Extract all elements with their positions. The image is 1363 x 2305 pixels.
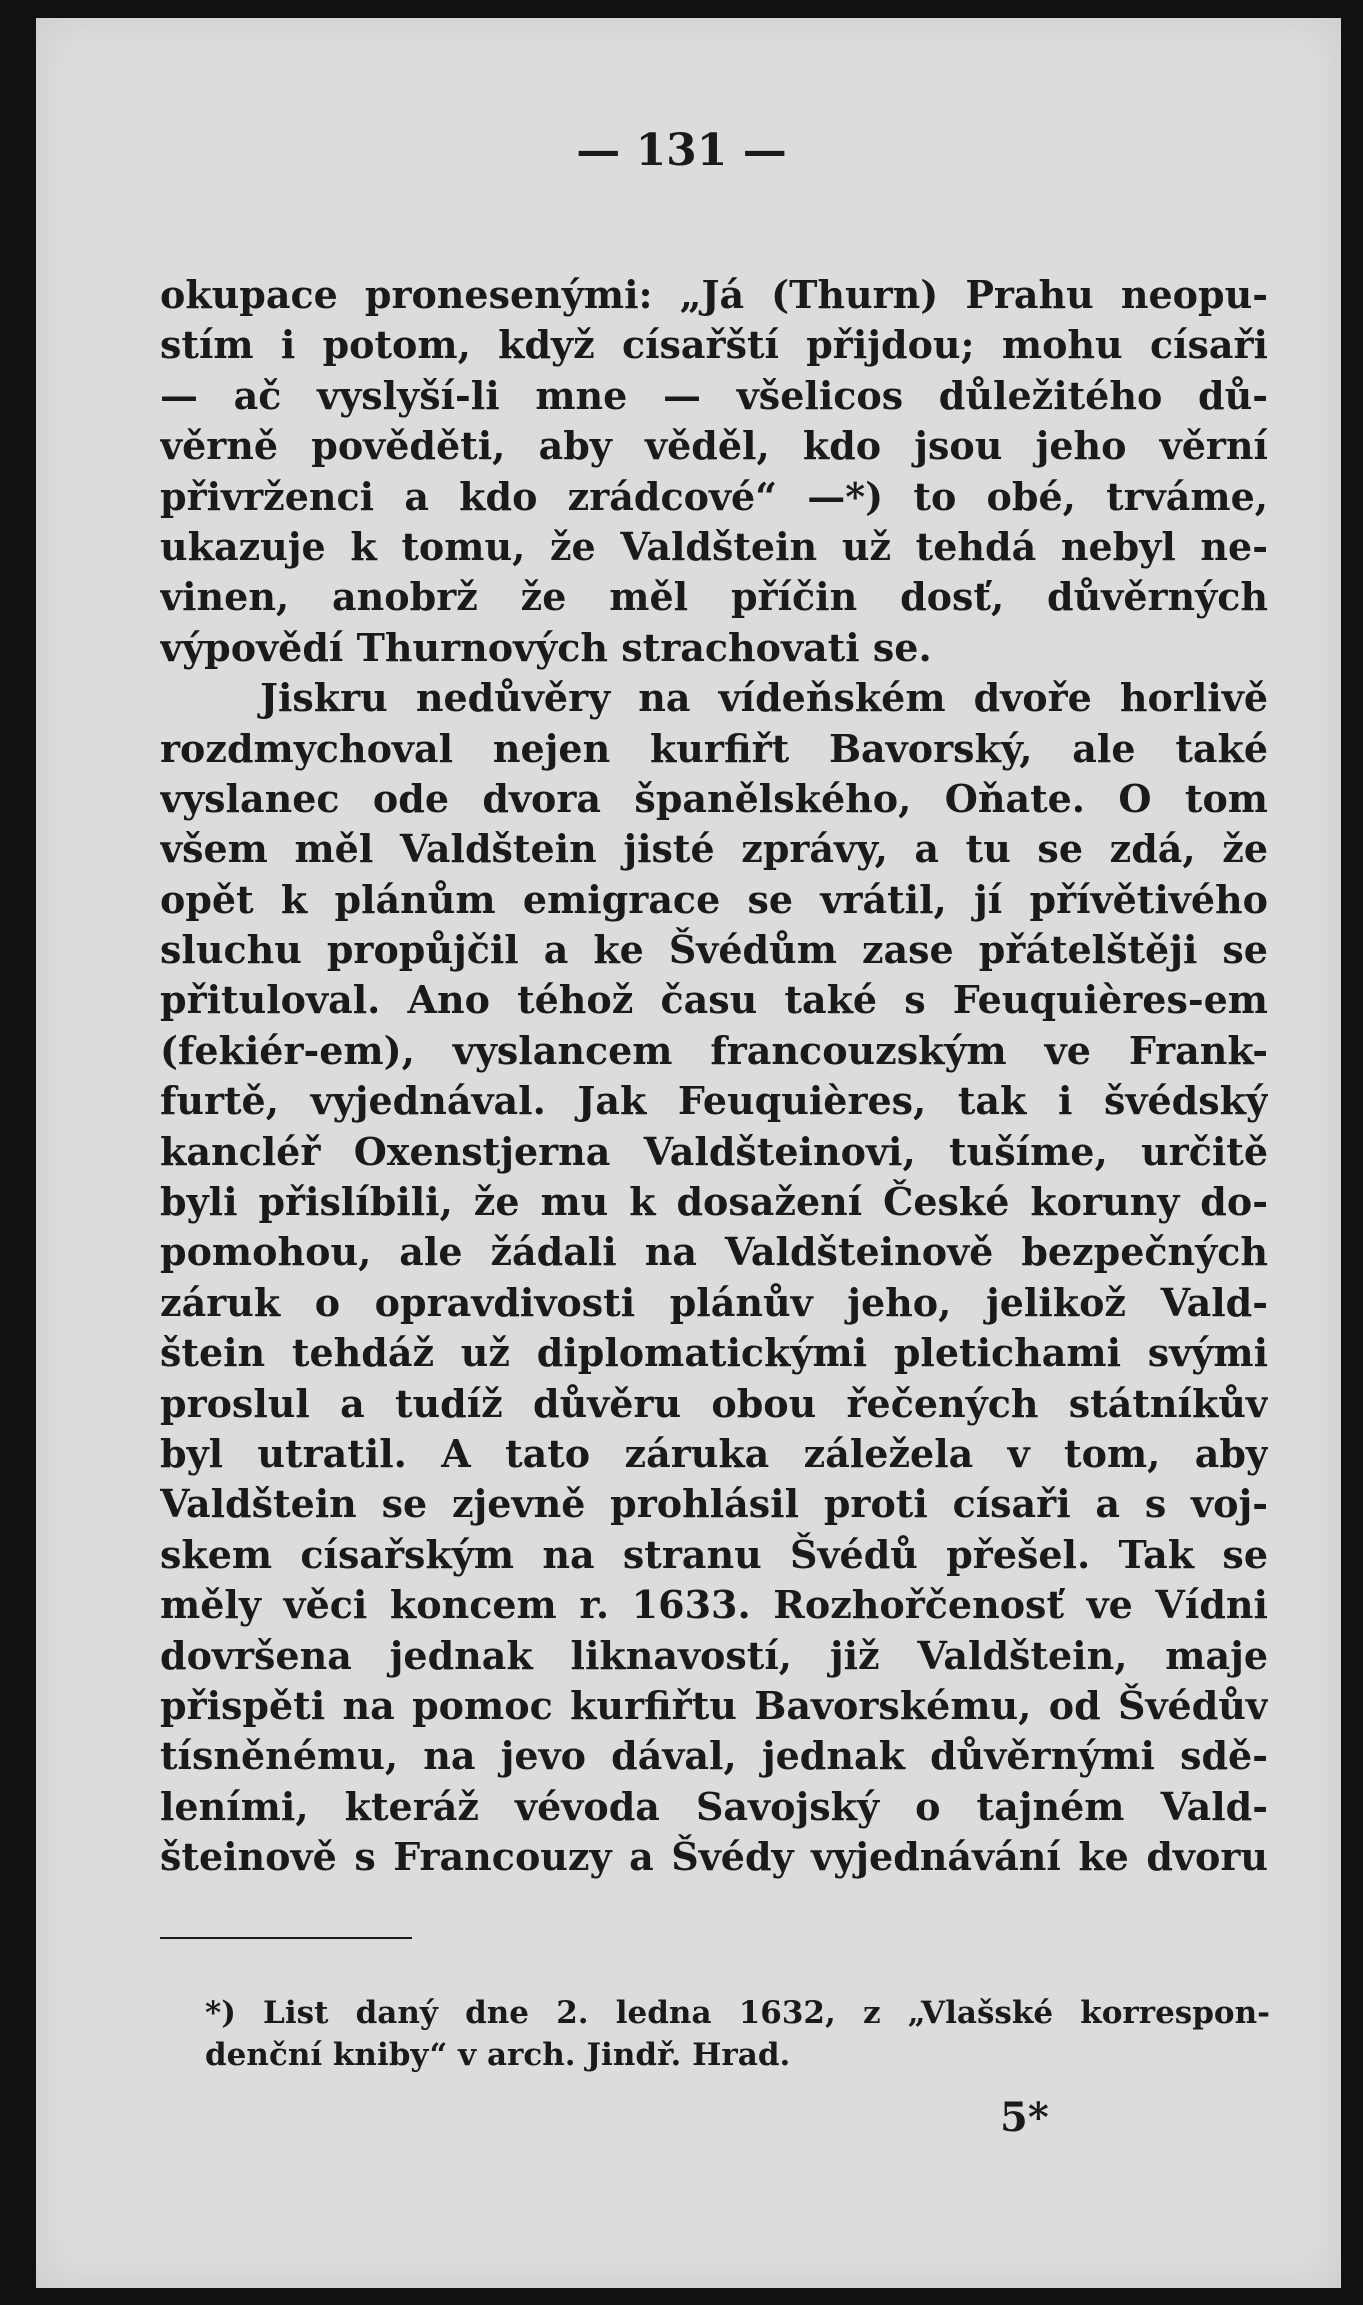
text-line: Valdštein se zjevně prohlásil proti císaři a s voj- bbox=[160, 1481, 1268, 1527]
text-line: proslul a tudíž důvěru obou řečených státníkův bbox=[160, 1380, 1268, 1426]
text-line: vinen, anobrž že měl příčin dosť, důvěrných bbox=[160, 574, 1268, 620]
text-line: leními, kteráž vévoda Savojský o tajném Vald- bbox=[160, 1783, 1268, 1829]
text-line: měly věci koncem r. 1633. Rozhořčenosť ve Vídni bbox=[160, 1582, 1268, 1628]
paragraph-start-line: Jiskru nedůvěry na vídeňském dvoře horlivě bbox=[260, 675, 1268, 721]
text-line: vyslanec ode dvora španělského, Oňate. O tom bbox=[160, 775, 1268, 821]
text-line: okupace pronesenými: „Já (Thurn) Prahu neopu- bbox=[160, 272, 1268, 317]
text-line: tísněnému, na jevo dával, jednak důvěrnými sdě- bbox=[160, 1733, 1268, 1779]
text-line: rozdmychoval nejen kurfiřt Bavorský, ale také bbox=[160, 725, 1268, 771]
text-line: byli přislíbili, že mu k dosažení České koruny do- bbox=[160, 1179, 1268, 1225]
text-line: štein tehdáž už diplomatickými pletichami svými bbox=[160, 1330, 1268, 1376]
text-line: výpovědí Thurnových strachovati se. bbox=[160, 624, 932, 670]
text-line: stím i potom, když císařští přijdou; mohu císaři bbox=[160, 322, 1268, 368]
footnote-divider bbox=[160, 1937, 412, 1939]
footnote-line: *) List daný dne 2. ledna 1632, z „Vlašské korrespon- bbox=[205, 1995, 1270, 2031]
text-line: věrně pověděti, aby věděl, kdo jsou jeho věrní bbox=[160, 423, 1268, 469]
printer-signature-mark: 5* bbox=[1000, 2094, 1049, 2141]
text-line: dovršena jednak liknavostí, již Valdštein, maje bbox=[160, 1632, 1268, 1678]
text-line: všem měl Valdštein jisté zprávy, a tu se zdá, že bbox=[160, 826, 1268, 872]
page-number: — 131 — bbox=[576, 125, 787, 176]
text-line: kancléř Oxenstjerna Valdšteinovi, tušíme, určitě bbox=[160, 1128, 1268, 1174]
text-line: furtě, vyjednával. Jak Feuquières, tak i švédský bbox=[160, 1078, 1268, 1124]
body-text bbox=[160, 270, 1268, 1883]
text-line: byl utratil. A tato záruka záležela v tom, aby bbox=[160, 1430, 1268, 1476]
text-line: (fekiér-em), vyslancem francouzským ve Frank- bbox=[160, 1027, 1268, 1073]
text-line: přivrženci a kdo zrádcové“ —*) to obé, trváme, bbox=[160, 473, 1268, 519]
text-line: přituloval. Ano téhož času také s Feuquières-em bbox=[160, 977, 1268, 1023]
text-line: pomohou, ale žádali na Valdšteinově bezpečných bbox=[160, 1229, 1268, 1275]
text-line: — ač vyslyší-li mne — všelicos důležitého dů- bbox=[160, 372, 1268, 418]
text-line: opět k plánům emigrace se vrátil, jí přívětivého bbox=[160, 876, 1268, 922]
footnote bbox=[205, 1992, 1270, 2076]
text-line: přispěti na pomoc kurfiřtu Bavorskému, od Švédův bbox=[160, 1682, 1268, 1728]
text-line: ukazuje k tomu, že Valdštein už tehdá nebyl ne- bbox=[160, 523, 1268, 569]
text-line: šteinově s Francouzy a Švédy vyjednávání ke dvoru bbox=[160, 1834, 1268, 1880]
footnote-line: denční kniby“ v arch. Jindř. Hrad. bbox=[205, 2037, 791, 2073]
text-line: záruk o opravdivosti plánův jeho, jelikož Vald- bbox=[160, 1279, 1268, 1325]
text-line: sluchu propůjčil a ke Švédům zase přátelštěji se bbox=[160, 927, 1268, 973]
text-line: skem císařským na stranu Švédů přešel. Tak se bbox=[160, 1531, 1268, 1577]
